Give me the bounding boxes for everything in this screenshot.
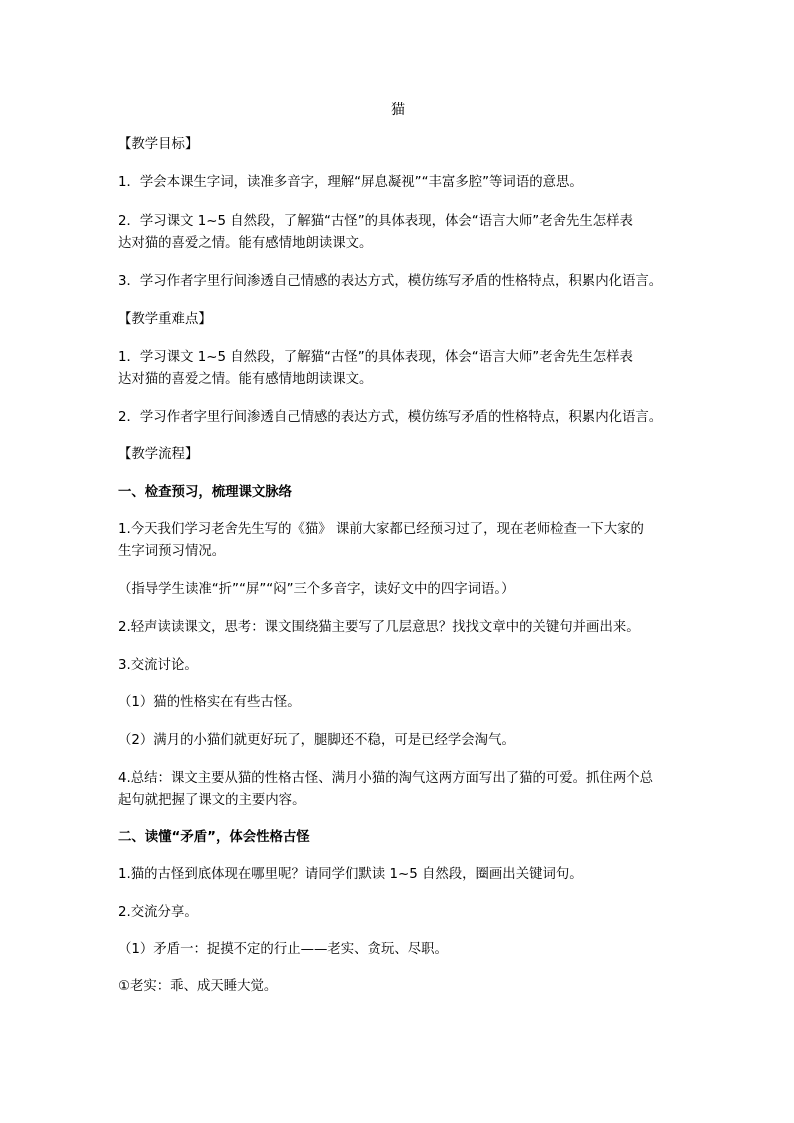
process-part1-item-4-line-1: 3.交流讨论。	[118, 658, 198, 673]
process-part2-item-3-line-1: （1）矛盾一：捉摸不定的行止——老实、贪玩、尽职。	[118, 942, 448, 957]
goal-item-2-line-1: 2．学习课文 1~5 自然段，了解猫“古怪”的具体表现，体会“语言大师”老舍先生怎样表	[118, 214, 633, 229]
process-part1-item-1-line-1: 1.今天我们学习老舍先生写的《猫》 课前大家都已经预习过了，现在老师检查一下大家的	[118, 522, 644, 537]
key-point-item-2	[118, 407, 678, 429]
process-part2-item-2-line-1: 2.交流分享。	[118, 905, 198, 920]
section-heading-goals: 【教学目标】	[118, 137, 199, 152]
process-part1-item-3	[118, 617, 678, 639]
goal-item-2-line-2: 达对猫的喜爱之情。能有感情地朗读课文。	[118, 236, 373, 251]
section-heading-process: 【教学流程】	[118, 447, 199, 462]
process-part2-item-2	[118, 902, 678, 924]
process-part2-item-1	[118, 864, 678, 886]
process-part1-item-6-line-1: （2）满月的小猫们就更好玩了，腿脚还不稳，可是已经学会淘气。	[118, 733, 515, 748]
process-part2-item-3	[118, 939, 678, 961]
process-part1-item-4	[118, 655, 678, 677]
goal-item-3	[118, 271, 678, 293]
process-part1-item-2-line-1: （指导学生读准“折”“屏”“闷”三个多音字，读好文中的四字词语。）	[118, 582, 515, 597]
section-heading-key-points: 【教学重难点】	[118, 312, 212, 327]
process-part2-item-4	[118, 976, 678, 998]
process-part1-item-7-line-1: 4.总结：课文主要从猫的性格古怪、满月小猫的淘气这两方面写出了猫的可爱。抓住两个总	[118, 771, 654, 786]
goal-item-1	[118, 172, 678, 194]
document-page	[118, 0, 678, 1123]
process-part1-item-2	[118, 579, 678, 601]
process-part1-item-7-line-2: 起句就把握了课文的主要内容。	[118, 793, 306, 808]
key-point-item-1	[118, 347, 678, 391]
process-part2-item-1-line-1: 1.猫的古怪到底体现在哪里呢？请同学们默读 1~5 自然段，圈画出关键词句。	[118, 867, 583, 882]
process-part1-item-5	[118, 692, 678, 714]
key-point-item-1-line-2: 达对猫的喜爱之情。能有感情地朗读课文。	[118, 372, 373, 387]
process-part2-heading: 二、读懂“矛盾”，体会性格古怪	[118, 830, 310, 845]
process-part1-item-6	[118, 730, 678, 752]
process-part1-item-7	[118, 768, 678, 812]
goal-item-2	[118, 211, 678, 255]
process-part1-item-3-line-1: 2.轻声读读课文，思考：课文围绕猫主要写了几层意思？找找文章中的关键句并画出来。	[118, 620, 640, 635]
key-point-item-2-line-1: 2．学习作者字里行间渗透自己情感的表达方式，模仿练写矛盾的性格特点，积累内化语言。	[118, 410, 663, 425]
process-part1-heading: 一、检查预习，梳理课文脉络	[118, 485, 293, 500]
process-part1-item-5-line-1: （1）猫的性格实在有些古怪。	[118, 695, 301, 710]
document-title: 猫	[391, 102, 405, 118]
process-part1-item-1-line-2: 生字词预习情况。	[118, 544, 226, 559]
goal-item-1-line-1: 1．学会本课生字词，读准多音字，理解“屏息凝视”“丰富多腔”等词语的意思。	[118, 175, 583, 190]
process-part1-item-1	[118, 519, 678, 563]
process-part2-item-4-line-1: ①老实：乖、成天睡大觉。	[118, 979, 278, 994]
key-point-item-1-line-1: 1．学习课文 1~5 自然段，了解猫“古怪”的具体表现，体会“语言大师”老舍先生怎样表	[118, 350, 633, 365]
goal-item-3-line-1: 3．学习作者字里行间渗透自己情感的表达方式，模仿练写矛盾的性格特点，积累内化语言。	[118, 274, 663, 289]
